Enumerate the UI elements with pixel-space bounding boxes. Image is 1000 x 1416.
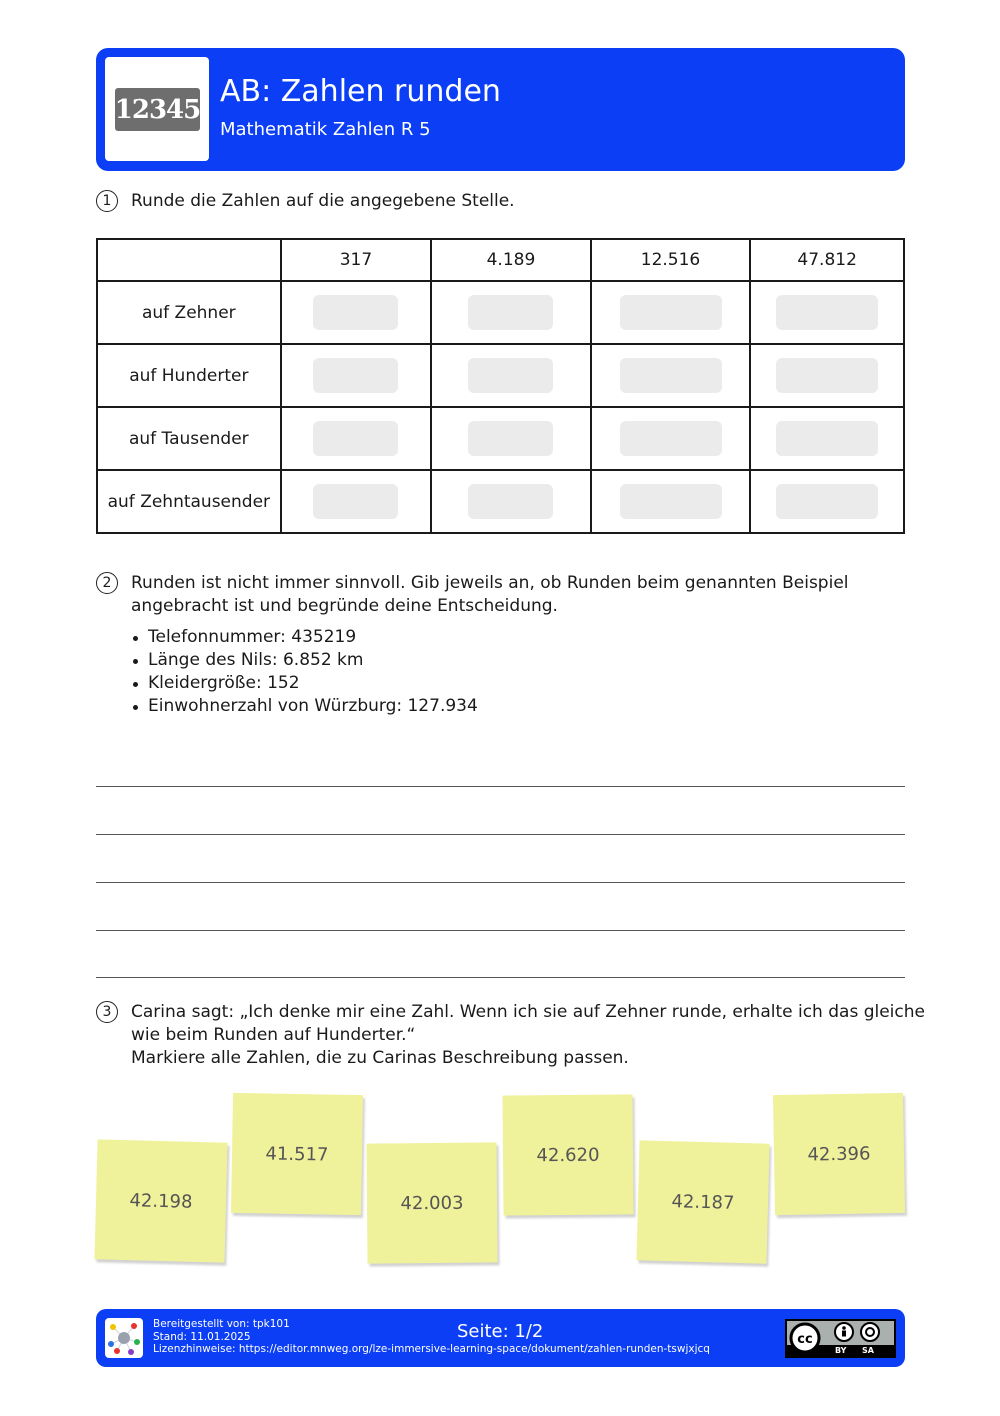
column-header: 317 (281, 239, 432, 281)
answer-field[interactable] (468, 421, 553, 456)
svg-text:cc: cc (797, 1332, 813, 1347)
answer-field[interactable] (468, 484, 553, 519)
answer-field[interactable] (620, 295, 722, 330)
page-footer (96, 1309, 905, 1367)
column-header: 4.189 (431, 239, 591, 281)
writing-line[interactable] (96, 834, 905, 835)
list-item: Länge des Nils: 6.852 km (131, 649, 478, 672)
page-subtitle: Mathematik Zahlen R 5 (220, 119, 431, 140)
table-row (97, 470, 904, 533)
column-header: 12.516 (591, 239, 751, 281)
writing-line[interactable] (96, 882, 905, 883)
page-title: AB: Zahlen runden (220, 74, 501, 109)
answer-field[interactable] (313, 358, 398, 393)
list-item: Einwohnerzahl von Würzburg: 127.934 (131, 695, 478, 718)
table-row (97, 344, 904, 407)
answer-field[interactable] (313, 484, 398, 519)
task-3-line-1: Carina sagt: „Ich denke mir eine Zahl. Wenn ich sie auf Zehner runde, erhalte ich das gleiche (131, 1002, 925, 1022)
task-number-3: 3 (96, 1001, 118, 1023)
provided-by: Bereitgestellt von: tpk101 (153, 1318, 290, 1330)
table-corner-cell (97, 239, 281, 281)
column-header: 47.812 (750, 239, 904, 281)
answer-field[interactable] (468, 358, 553, 393)
answer-field[interactable] (776, 484, 878, 519)
page-number: Seite: 1/2 (457, 1321, 544, 1342)
answer-field[interactable] (620, 484, 722, 519)
task-number-1: 1 (96, 190, 118, 212)
writing-line[interactable] (96, 977, 905, 978)
writing-line[interactable] (96, 930, 905, 931)
logo-number-badge: 12345 (115, 88, 200, 131)
list-item: Telefonnummer: 435219 (131, 626, 478, 649)
task-3-line-3: Markiere alle Zahlen, die zu Carinas Beschreibung passen. (131, 1048, 629, 1068)
license-link[interactable]: Lizenzhinweise: https://editor.mnweg.org/lze-immersive-learning-space/dokument/zahlen-runden-tswjxjcq (153, 1343, 710, 1355)
sticky-note[interactable]: 42.620 (502, 1094, 633, 1215)
worksheet-header (96, 48, 905, 171)
rounding-table (96, 238, 905, 534)
row-label: auf Hunderter (97, 344, 281, 407)
task-2-instruction-line-1: Runden ist nicht immer sinnvoll. Gib jeweils an, ob Runden beim genannten Beispiel (131, 573, 849, 593)
answer-field[interactable] (776, 421, 878, 456)
answer-field[interactable] (776, 295, 878, 330)
answer-field[interactable] (468, 295, 553, 330)
cc-by-label: BY (835, 1346, 847, 1355)
row-label: auf Tausender (97, 407, 281, 470)
example-list (131, 626, 478, 718)
task-1-instruction: Runde die Zahlen auf die angegebene Stelle. (131, 191, 515, 211)
list-item: Kleidergröße: 152 (131, 672, 478, 695)
sticky-note[interactable]: 42.396 (773, 1093, 905, 1215)
table-row (97, 407, 904, 470)
sticky-note[interactable]: 42.198 (94, 1139, 227, 1262)
cc-license-badge[interactable] (785, 1319, 896, 1358)
sticky-note[interactable]: 41.517 (231, 1093, 363, 1215)
cc-sa-label: SA (862, 1346, 874, 1355)
answer-field[interactable] (313, 295, 398, 330)
row-label: auf Zehntausender (97, 470, 281, 533)
date-stamp: Stand: 11.01.2025 (153, 1330, 251, 1343)
task-2-instruction-line-2: angebracht ist und begründe deine Entscheidung. (131, 596, 558, 616)
logo (105, 57, 209, 161)
footer-info (153, 1318, 710, 1356)
sticky-note[interactable]: 42.187 (636, 1140, 769, 1263)
task-number-2: 2 (96, 572, 118, 594)
writing-line[interactable] (96, 786, 905, 787)
network-logo-icon (105, 1318, 143, 1358)
answer-field[interactable] (313, 421, 398, 456)
table-row (97, 281, 904, 344)
row-label: auf Zehner (97, 281, 281, 344)
answer-field[interactable] (620, 421, 722, 456)
answer-field[interactable] (776, 358, 878, 393)
answer-field[interactable] (620, 358, 722, 393)
task-3-line-2: wie beim Runden auf Hunderter.“ (131, 1025, 416, 1045)
table-header-row (97, 239, 904, 281)
sticky-note[interactable]: 42.003 (366, 1142, 497, 1263)
